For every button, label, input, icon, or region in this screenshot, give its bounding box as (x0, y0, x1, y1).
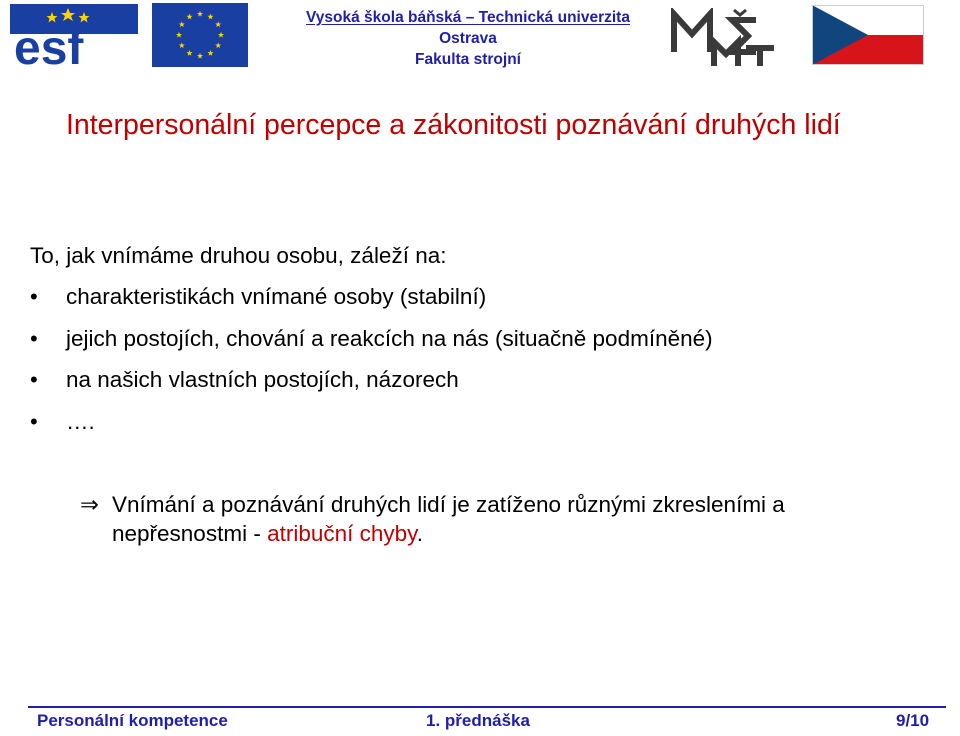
msmt-logo (670, 8, 778, 68)
list-item: • charakteristikách vnímané osoby (stabilní) (30, 284, 487, 309)
bullet-icon: • (30, 325, 38, 351)
czech-flag (812, 5, 924, 65)
slide-title: Interpersonální percepce a zákonitosti poznávání druhých lidí (66, 109, 841, 141)
school-name (262, 7, 674, 70)
bullet-icon: • (30, 367, 38, 392)
faculty-name: Fakulta strojní (415, 51, 521, 68)
footer-course: Personální kompetence (37, 711, 228, 730)
university-name: Vysoká škola báňská – Technická univerzita (306, 9, 630, 26)
list-item: • …. (30, 408, 95, 434)
highlight-text: atribuční chyby (267, 521, 417, 546)
header (0, 0, 960, 72)
conclusion-text: Vnímání a poznávání druhých lidí je zatíženo různými zkresleními a nepřesnostmi - atribuční chyby. (112, 492, 785, 546)
implies-arrow-icon: ⇒ (80, 492, 99, 517)
city-name: Ostrava (439, 30, 497, 47)
footer-lecture: 1. přednáška (426, 711, 530, 730)
bullet-icon: • (30, 284, 38, 309)
bullet-list (0, 284, 713, 450)
footer-page-number: 9/10 (896, 711, 930, 730)
list-item: • jejich postojích, chování a reakcích na nás (situačně podmíněné) (30, 325, 713, 351)
intro-text: To, jak vnímáme druhou osobu, záleží na: (30, 243, 447, 268)
footer-divider (28, 706, 946, 708)
svg-text:esf: esf (14, 22, 84, 67)
list-item: • na našich vlastních postojích, názorech (30, 367, 459, 392)
conclusion (80, 490, 920, 548)
eu-flag (152, 3, 248, 67)
esf-logo (10, 4, 138, 67)
bullet-icon: • (30, 408, 38, 434)
